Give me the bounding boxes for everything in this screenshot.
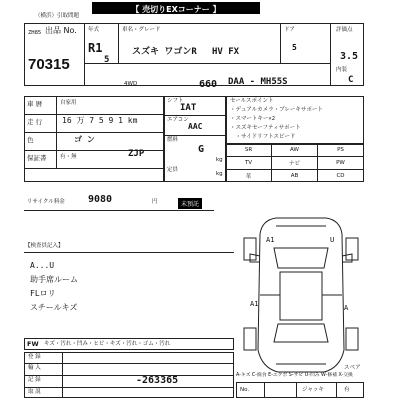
grade: HV FX: [212, 47, 240, 57]
cc-value: 660: [199, 79, 218, 90]
equip-7: AB: [272, 170, 318, 182]
fw-text: キズ・汚れ・凹み・ヒビ・キズ・汚れ・ゴム・汚れ: [44, 341, 171, 347]
inspection-line-2: FLロリ: [30, 289, 56, 298]
lot-number: 70315: [28, 56, 70, 73]
row-0-label: 車 暦: [27, 100, 43, 108]
naisou-value: C: [348, 75, 354, 85]
equip-4: ナビ: [272, 157, 318, 170]
month-value: 5: [104, 55, 110, 65]
banner-text: 【 売切りEXコーナー 】: [131, 5, 221, 14]
lot-label: 出品 No.: [45, 26, 77, 35]
recycle-value: 9080: [88, 194, 113, 205]
capacity-label: 定員: [167, 167, 179, 173]
inspection-line-0: A...U: [30, 261, 55, 270]
car-name: スズキ ワゴンR: [132, 47, 197, 57]
door-value: 5: [292, 43, 297, 52]
row-1-value: 16 万 7 5 9 1 km: [62, 116, 138, 125]
recycle-label: リサイクル料金: [27, 199, 65, 205]
door-label: ドア: [284, 27, 295, 33]
row-3-label: 保証書: [27, 154, 47, 162]
banner-sub: （横浜）引取問題: [35, 13, 80, 19]
lot-ref: ZH85: [28, 30, 42, 36]
damage-legend: A-キズ C-腐食 E-エクボ S-サビ U-凹み W-修補 X-交換: [236, 373, 353, 378]
spare-label: スペア: [344, 365, 361, 371]
fw-label: FW: [27, 340, 39, 348]
row-2-label: 色: [27, 136, 34, 144]
row-0-extra: 自家用: [60, 100, 77, 106]
equip-1: AW: [272, 144, 318, 157]
ac-value: AAC: [188, 122, 203, 131]
svg-text:U: U: [330, 236, 335, 244]
drive-label: 4WD: [124, 81, 138, 87]
fuel-value: G: [198, 144, 205, 155]
row-3-extra: 有・無: [60, 154, 77, 160]
model-code: DAA - MH55S: [228, 77, 288, 87]
recycle-unit: 円: [152, 199, 158, 205]
nenshiki-label: 年式: [88, 27, 100, 33]
bottom-row-1: 輸 入: [28, 365, 41, 371]
sales-line-0: ・デュアルカメラ・ブレーキサポート: [230, 107, 323, 113]
sales-line-3: ・サイドリフトスピード: [230, 134, 296, 140]
inspection-line-3: スチールキズ: [30, 303, 78, 312]
naisou-label: 内装: [336, 67, 348, 73]
bottom-row-3: 取 説: [28, 389, 41, 395]
row-2-value: ゴ ン: [74, 135, 95, 144]
hyouka-value: 3.5: [340, 51, 359, 62]
bottom-row-0: 登 録: [28, 354, 41, 360]
tail-jack: ジャッキ: [302, 387, 324, 393]
equip-0: SR: [226, 144, 272, 157]
shift-value: IAT: [180, 103, 197, 113]
ac-label: エアコン: [167, 117, 189, 123]
equip-6: 革: [226, 170, 272, 182]
sales-line-2: ・スズキセーフティサポート: [230, 125, 301, 131]
hyouka-label: 評価点: [336, 27, 353, 33]
svg-text:A1: A1: [250, 300, 259, 308]
color-code: ZJP: [128, 149, 145, 159]
equip-8: CD: [318, 170, 364, 182]
sales-line-1: ・スマートキー×2: [230, 116, 276, 122]
kg-label-1: kg: [216, 157, 223, 163]
tail-yes: 有: [344, 387, 350, 393]
row-1-label: 走 行: [27, 118, 43, 126]
inspection-label: 【検査員記入】: [25, 243, 64, 249]
equip-2: PS: [318, 144, 364, 157]
shamei-label: 車名・グレード: [122, 27, 161, 33]
recycle-note: 未預託: [178, 198, 202, 209]
kg-label-2: kg: [216, 171, 223, 177]
inspection-line-1: 助手席ルーム: [30, 275, 78, 284]
tail-no: No.: [240, 387, 250, 393]
shift-label: シフト: [167, 98, 184, 104]
nenshiki-value: R1: [88, 41, 103, 55]
sales-point-label: セールスポイント: [230, 98, 274, 104]
fuel-label: 燃料: [167, 137, 179, 143]
mileage-history: -263365: [136, 375, 179, 386]
bottom-row-2: 記 録: [28, 377, 41, 383]
svg-text:A: A: [344, 304, 349, 312]
equip-5: PW: [318, 157, 364, 170]
equip-3: TV: [226, 157, 272, 170]
svg-text:A1: A1: [266, 236, 275, 244]
car-diagram: [236, 210, 366, 380]
